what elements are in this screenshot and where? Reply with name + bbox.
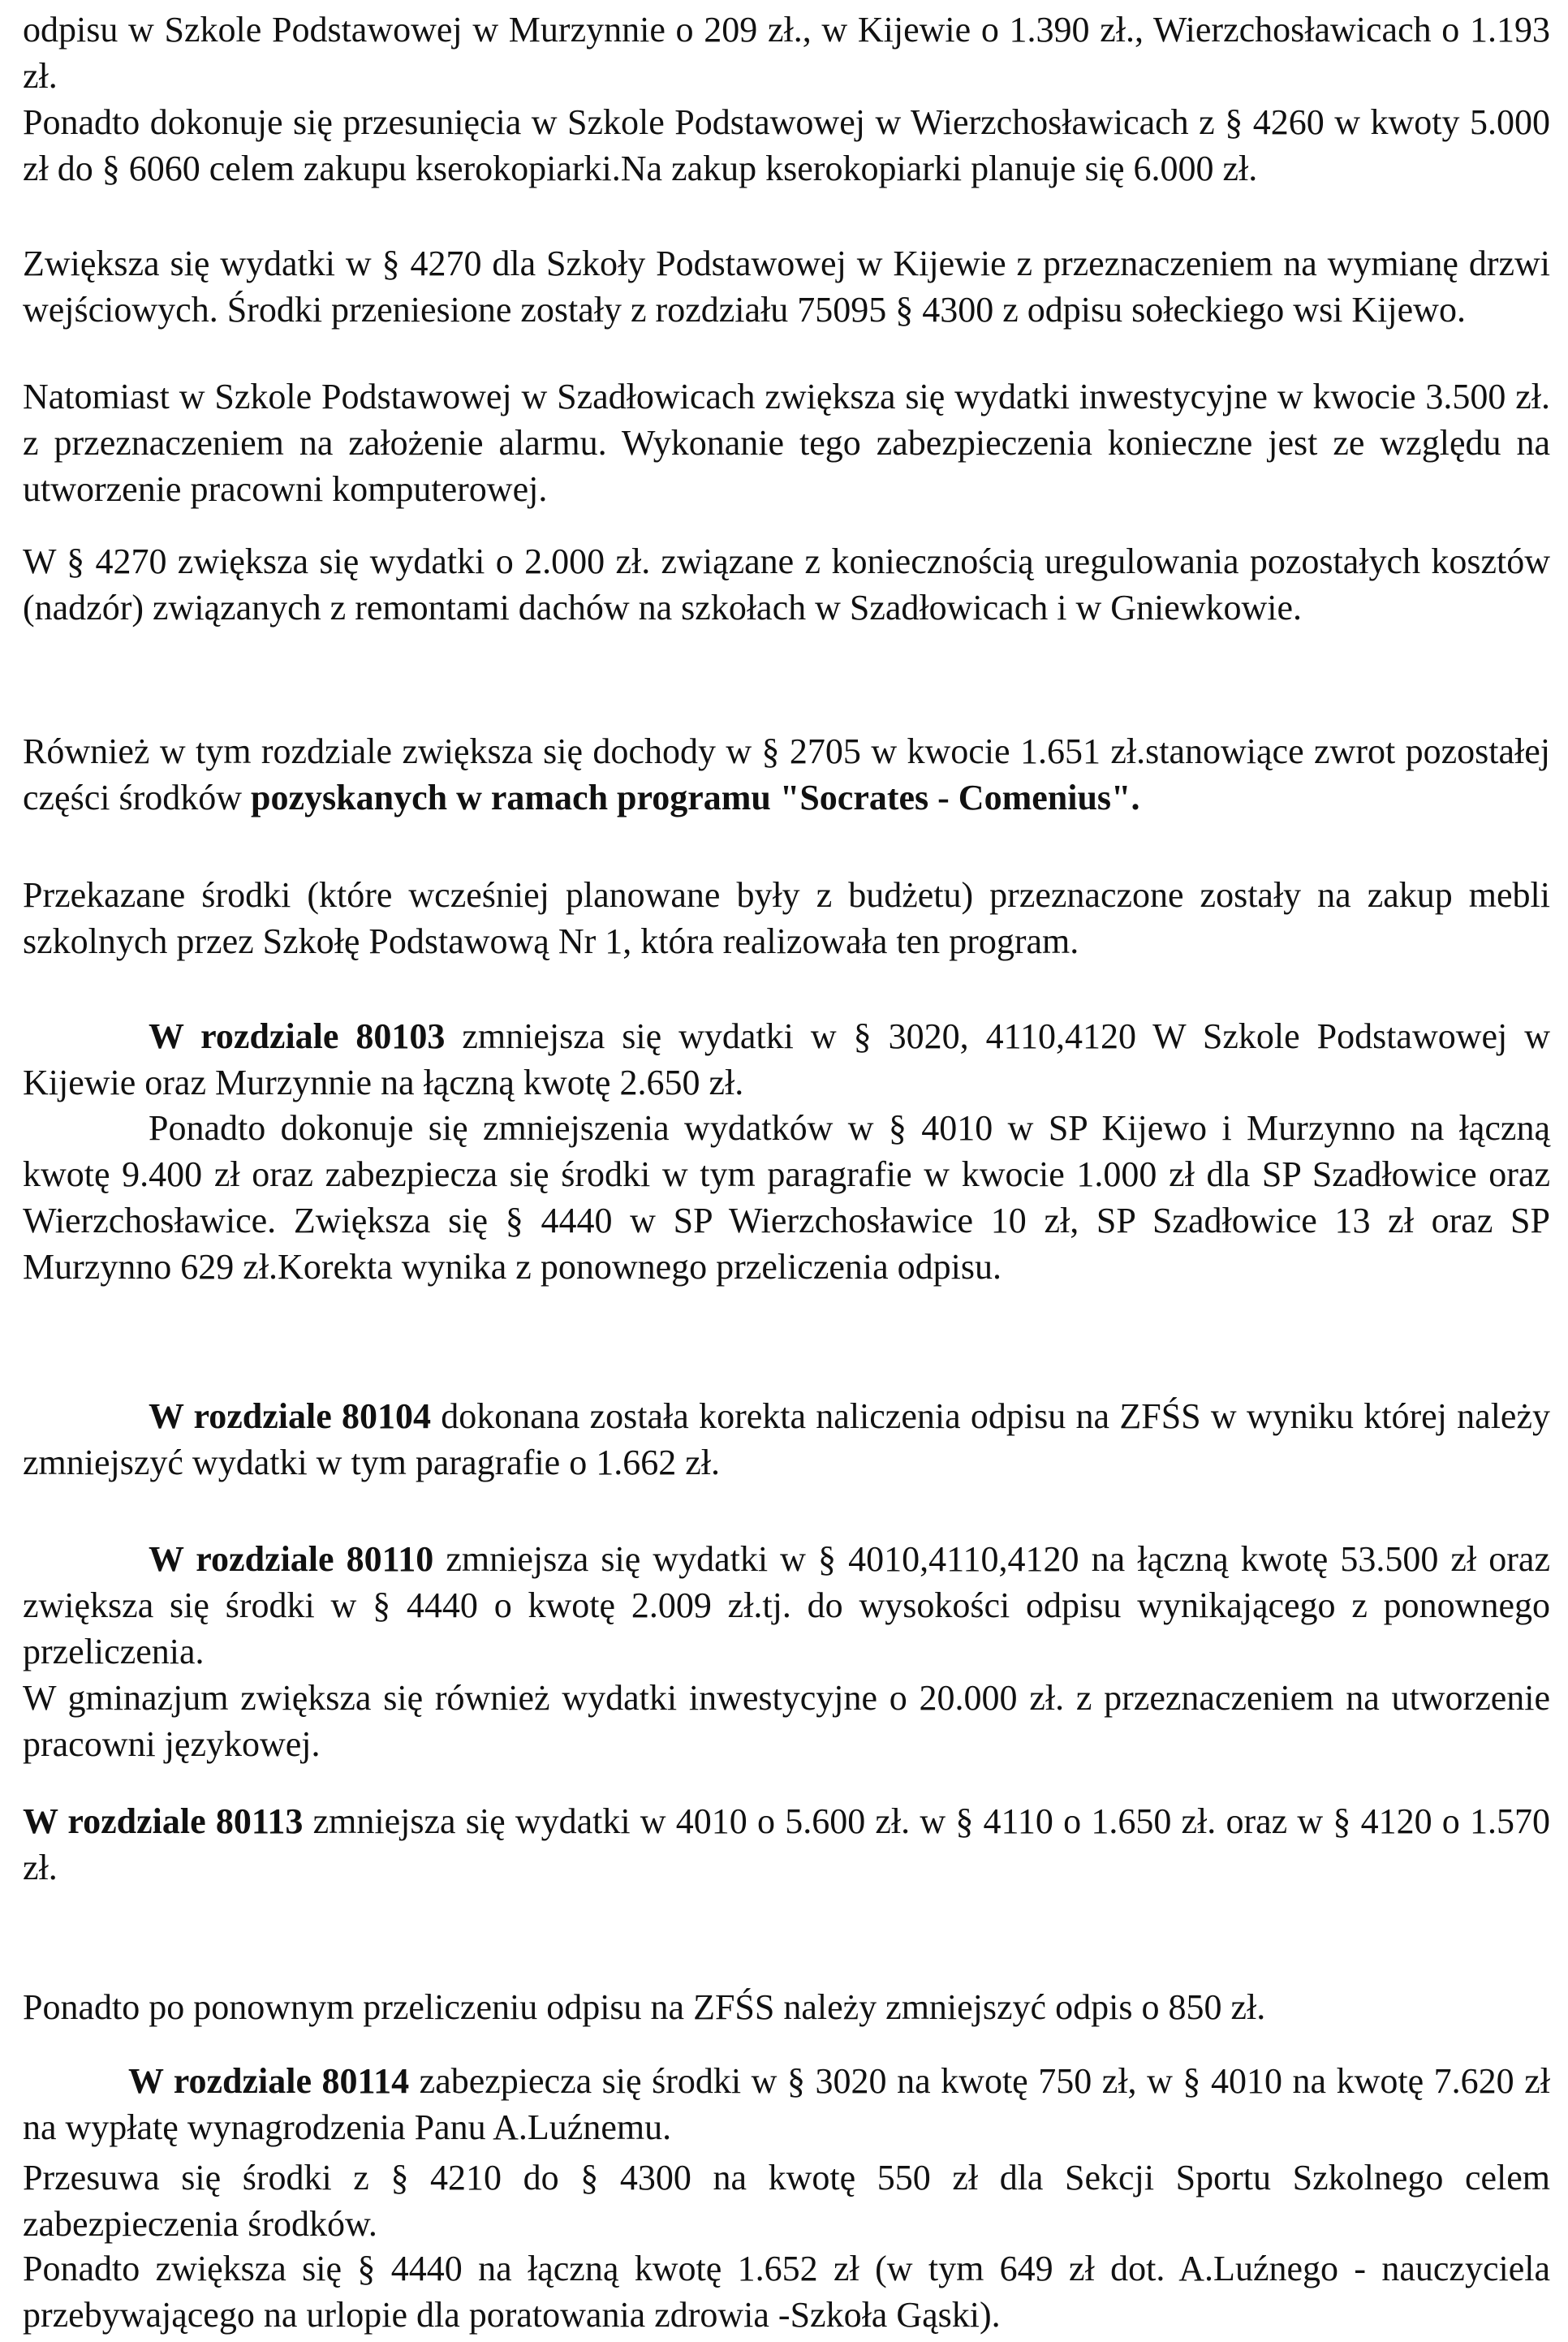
paragraph: W gminazjum zwiększa się również wydatki inwestycyjne o 20.000 zł. z przeznaczeniem na utworzenie pracowni językowej.: [23, 1678, 1550, 1764]
paragraph-text: Również w tym rozdziale zwiększa się dochody w § 2705 w kwocie 1.651 zł.stanowiące zwrot pozostałej części środków: [23, 731, 1550, 817]
section-heading: W rozdziale 80110: [149, 1539, 434, 1579]
paragraph: Natomiast w Szkole Podstawowej w Szadłowicach zwiększa się wydatki inwestycyjne w kwocie 3.500 zł. z przeznaczeniem na założenie alarmu. Wykonanie tego zabezpieczenia konieczne jest ze względu na utworzenie pracowni komputerowej.: [23, 377, 1550, 509]
paragraph: Ponadto dokonuje się przesunięcia w Szkole Podstawowej w Wierzchosławicach z § 4260 w kwoty 5.000 zł do § 6060 celem zakupu kserokopiarki.Na zakup kserokopiarki planuje się 6.000 zł.: [23, 102, 1550, 188]
paragraph: W § 4270 zwiększa się wydatki o 2.000 zł. związane z koniecznością uregulowania pozostałych kosztów (nadzór) związanych z remontami dachów na szkołach w Szadłowicach i w Gniewkowie.: [23, 541, 1550, 628]
section-80104: [23, 1393, 1550, 1486]
section-heading: W rozdziale 80104: [149, 1396, 432, 1436]
paragraph: odpisu w Szkole Podstawowej w Murzynnie o 209 zł., w Kijewie o 1.390 zł., Wierzchosławicach o 1.193 zł.: [23, 10, 1550, 96]
section-80103: [23, 1013, 1550, 1106]
paragraph: Ponadto po ponownym przeliczeniu odpisu na ZFŚS należy zmniejszyć odpis o 850 zł.: [23, 1987, 1266, 2027]
section-heading: W rozdziale 80114: [128, 2061, 410, 2101]
section-80110: [23, 1536, 1550, 1675]
paragraph-text: zmniejsza się wydatki w 4010 o 5.600 zł. w § 4110 o 1.650 zł. oraz w § 4120 o 1.570 zł.: [23, 1801, 1550, 1887]
section-heading: W rozdziale 80103: [149, 1016, 446, 1056]
section-heading: W rozdziale 80113: [23, 1801, 304, 1841]
paragraph: Przekazane środki (które wcześniej planowane były z budżetu) przeznaczone zostały na zakup mebli szkolnych przez Szkołę Podstawową Nr 1, która realizowała ten program.: [23, 875, 1550, 961]
paragraph-text: zmniejsza się wydatki w § 4010,4110,4120 na łączną kwotę 53.500 zł oraz zwiększa się środki w § 4440 o kwotę 2.009 zł.tj. do wysokości odpisu wynikającego z ponownego przeliczenia.: [23, 1539, 1550, 1671]
paragraph-text: dokonana została korekta naliczenia odpisu na ZFŚS w wyniku której należy zmniejszyć wydatki w tym paragrafie o 1.662 zł.: [23, 1396, 1550, 1482]
section-80113: [23, 1798, 1550, 1891]
paragraph-socrates: [23, 728, 1550, 821]
paragraph: Przesuwa się środki z § 4210 do § 4300 na kwotę 550 zł dla Sekcji Sportu Szkolnego celem zabezpieczenia środków.: [23, 2158, 1550, 2244]
paragraph-text: zabezpiecza się środki w § 3020 na kwotę 750 zł, w § 4010 na kwotę 7.620 zł na wypłatę wynagrodzenia Panu A.Luźnemu.: [23, 2061, 1550, 2147]
paragraph: Zwiększa się wydatki w § 4270 dla Szkoły Podstawowej w Kijewie z przeznaczeniem na wymianę drzwi wejściowych. Środki przeniesione zostały z rozdziału 75095 § 4300 z odpisu sołeckiego wsi Kijewo.: [23, 244, 1550, 330]
paragraph: Ponadto zwiększa się § 4440 na łączną kwotę 1.652 zł (w tym 649 zł dot. A.Luźnego - nauczyciela przebywającego na urlopie dla poratowania zdrowia -Szkoła Gąski).: [23, 2249, 1550, 2335]
program-name-bold: pozyskanych w ramach programu "Socrates - Comenius".: [251, 778, 1140, 817]
section-80114: [23, 2058, 1550, 2150]
paragraph-text: zmniejsza się wydatki w § 3020, 4110,4120 W Szkole Podstawowej w Kijewie oraz Murzynnie na łączną kwotę 2.650 zł.: [23, 1016, 1551, 1102]
paragraph: Ponadto dokonuje się zmniejszenia wydatków w § 4010 w SP Kijewo i Murzynno na łączną kwotę 9.400 zł oraz zabezpiecza się środki w tym paragrafie w kwocie 1.000 zł dla SP Szadłowice oraz Wierzchosławice. Zwiększa się § 4440 w SP Wierzchosławice 10 zł, SP Szadłowice 13 zł oraz SP Murzynno 629 zł.Korekta wynika z ponownego przeliczenia odpisu.: [23, 1108, 1550, 1287]
